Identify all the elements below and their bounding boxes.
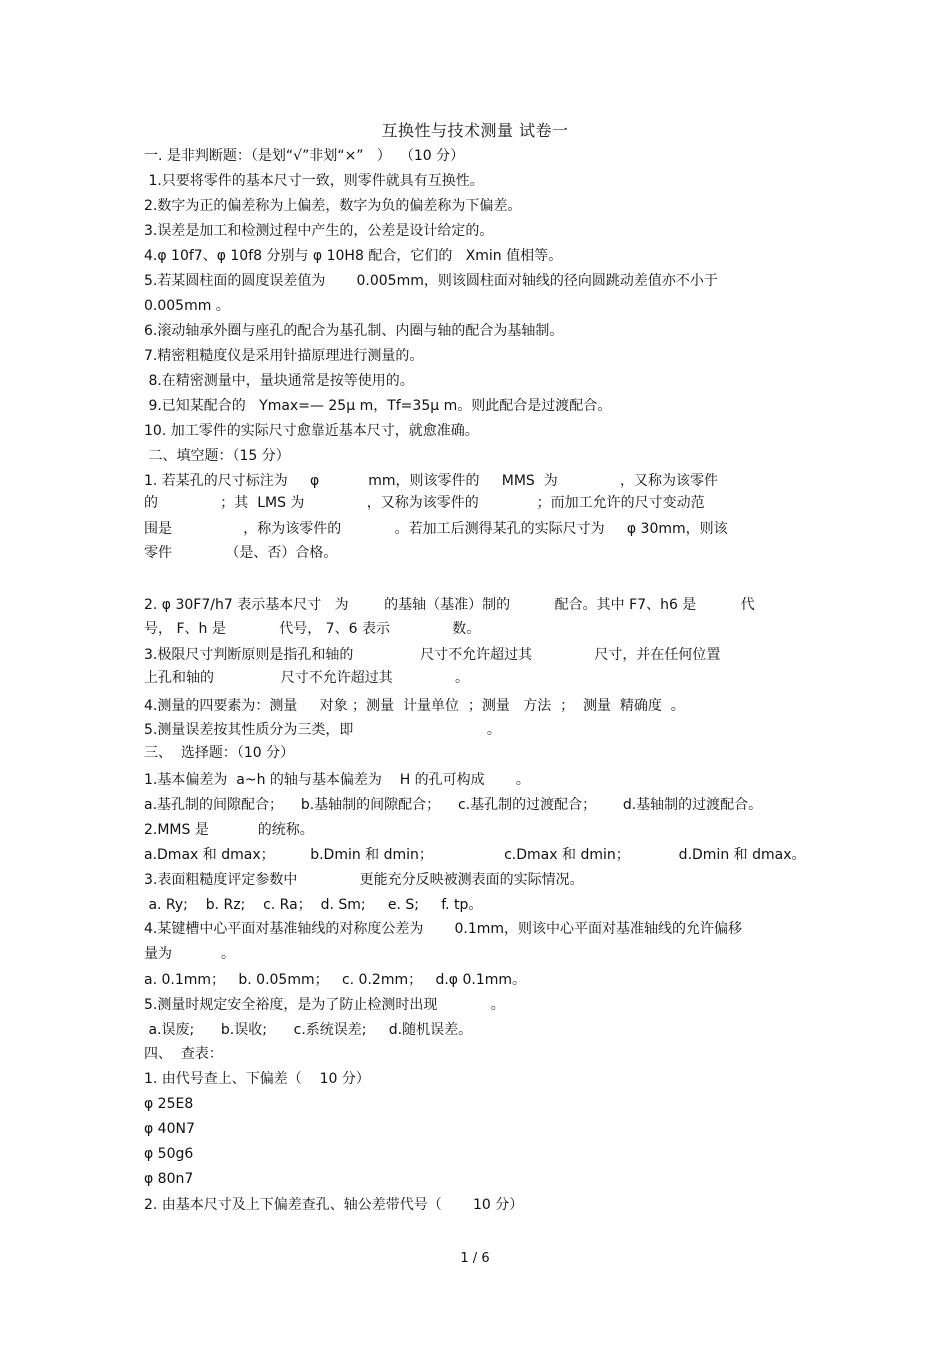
text-line: 5.测量误差按其性质分为三类，即 。 (144, 722, 501, 738)
section-heading: 二、填空题：（15 分） (144, 448, 290, 464)
text-line: 8.在精密测量中，量块通常是按等使用的。 (144, 373, 414, 389)
text-line: a. 0.1mm； b. 0.05mm； c. 0.2mm； d.φ 0.1mm。 (144, 972, 527, 988)
text-line: 3.误差是加工和检测过程中产生的，公差是设计给定的。 (144, 223, 494, 239)
text-line: 4.某键槽中心平面对基准轴线的对称度公差为 0.1mm，则该中心平面对基准轴线的允许偏移 (144, 921, 743, 937)
text-line: 6.滚动轴承外圈与座孔的配合为基孔制、内圈与轴的配合为基轴制。 (144, 323, 564, 339)
text-line: 上孔和轴的 尺寸不允许超过其 。 (144, 670, 470, 686)
text-line: 3.极限尺寸判断原则是指孔和轴的 尺寸不允许超过其 尺寸，并在任何位置 (144, 647, 721, 663)
text-line: 2.MMS 是 的统称。 (144, 822, 314, 838)
text-line: 4.φ 10f7、φ 10f8 分别与 φ 10H8 配合，它们的 Xmin 值相等。 (144, 248, 563, 264)
text-line: 5.测量时规定安全裕度，是为了防止检测时出现 。 (144, 997, 505, 1013)
text-line: 0.005mm 。 (144, 298, 230, 314)
text-line: 4.测量的四要素为：测量 对象 ；测量 计量单位 ；测量 方法 ； 测量 精确度 。 (144, 698, 685, 714)
page-number: 1 / 6 (460, 1251, 490, 1266)
text-line: φ 40N7 (144, 1121, 195, 1137)
text-line: 围是 ，称为该零件的 。若加工后测得某孔的实际尺寸为 φ 30mm，则该 (144, 521, 728, 537)
text-line: 2.数字为正的偏差称为上偏差，数字为负的偏差称为下偏差。 (144, 198, 522, 214)
text-line: 1.只要将零件的基本尺寸一致，则零件就具有互换性。 (144, 173, 484, 189)
text-line: a.Dmax 和 dmax； b.Dmin 和 dmin； c.Dmax 和 dmin； d.Dmin 和 dmax。 (144, 847, 806, 863)
text-line: 10. 加工零件的实际尺寸愈靠近基本尺寸，就愈准确。 (144, 423, 479, 439)
text-line: φ 25E8 (144, 1096, 194, 1112)
text-line: 零件 （是、否）合格。 (144, 545, 338, 561)
text-line: 量为 。 (144, 946, 235, 962)
text-line: 2. φ 30F7/h7 表示基本尺寸 为 的基轴（基准）制的 配合。其中 F7、h6 是 代 (144, 597, 755, 613)
text-line: φ 50g6 (144, 1146, 194, 1162)
text-line: 2. 由基本尺寸及上下偏差查孔、轴公差带代号（ 10 分） (144, 1197, 524, 1213)
section-heading: 三、 选择题：（10 分） (144, 745, 295, 761)
text-line: 1. 若某孔的尺寸标注为 φ mm，则该零件的 MMS 为 ，又称为该零件 (144, 473, 719, 489)
text-line: 1. 由代号查上、下偏差（ 10 分） (144, 1071, 370, 1087)
section-heading: 四、 查表： (144, 1046, 223, 1062)
section-heading: 一. 是非判断题：（是划“√”非划“×” ） （10 分） (144, 148, 465, 164)
text-line: a. Ry; b. Rz; c. Ra； d. Sm; e. S; f. tp。 (144, 897, 483, 913)
document-title: 互换性与技术测量 试卷一 (381, 121, 569, 140)
text-line: φ 80n7 (144, 1171, 194, 1187)
text-line: 9.已知某配合的 Ymax=— 25μ m，Tf=35μ m。则此配合是过渡配合。 (144, 398, 612, 414)
text-line: 号， F、h 是 代号， 7、6 表示 数。 (144, 621, 481, 637)
text-line: a.基孔制的间隙配合； b.基轴制的间隙配合； c.基孔制的过渡配合； d.基轴制的过渡配合。 (144, 797, 763, 813)
text-line: 7.精密粗糙度仪是采用针描原理进行测量的。 (144, 348, 424, 364)
text-line: a.误废; b.误收; c.系统误差; d.随机误差。 (144, 1022, 473, 1038)
text-line: 的 ；其 LMS 为 ，又称为该零件的 ；而加工允许的尺寸变动范 (144, 495, 705, 511)
text-line: 5.若某圆柱面的圆度误差值为 0.005mm，则该圆柱面对轴线的径向圆跳动差值亦不小于 (144, 273, 718, 289)
text-line: 1.基本偏差为 a~h 的轴与基本偏差为 H 的孔可构成 。 (144, 772, 530, 788)
text-line: 3.表面粗糙度评定参数中 更能充分反映被测表面的实际情况。 (144, 872, 584, 888)
